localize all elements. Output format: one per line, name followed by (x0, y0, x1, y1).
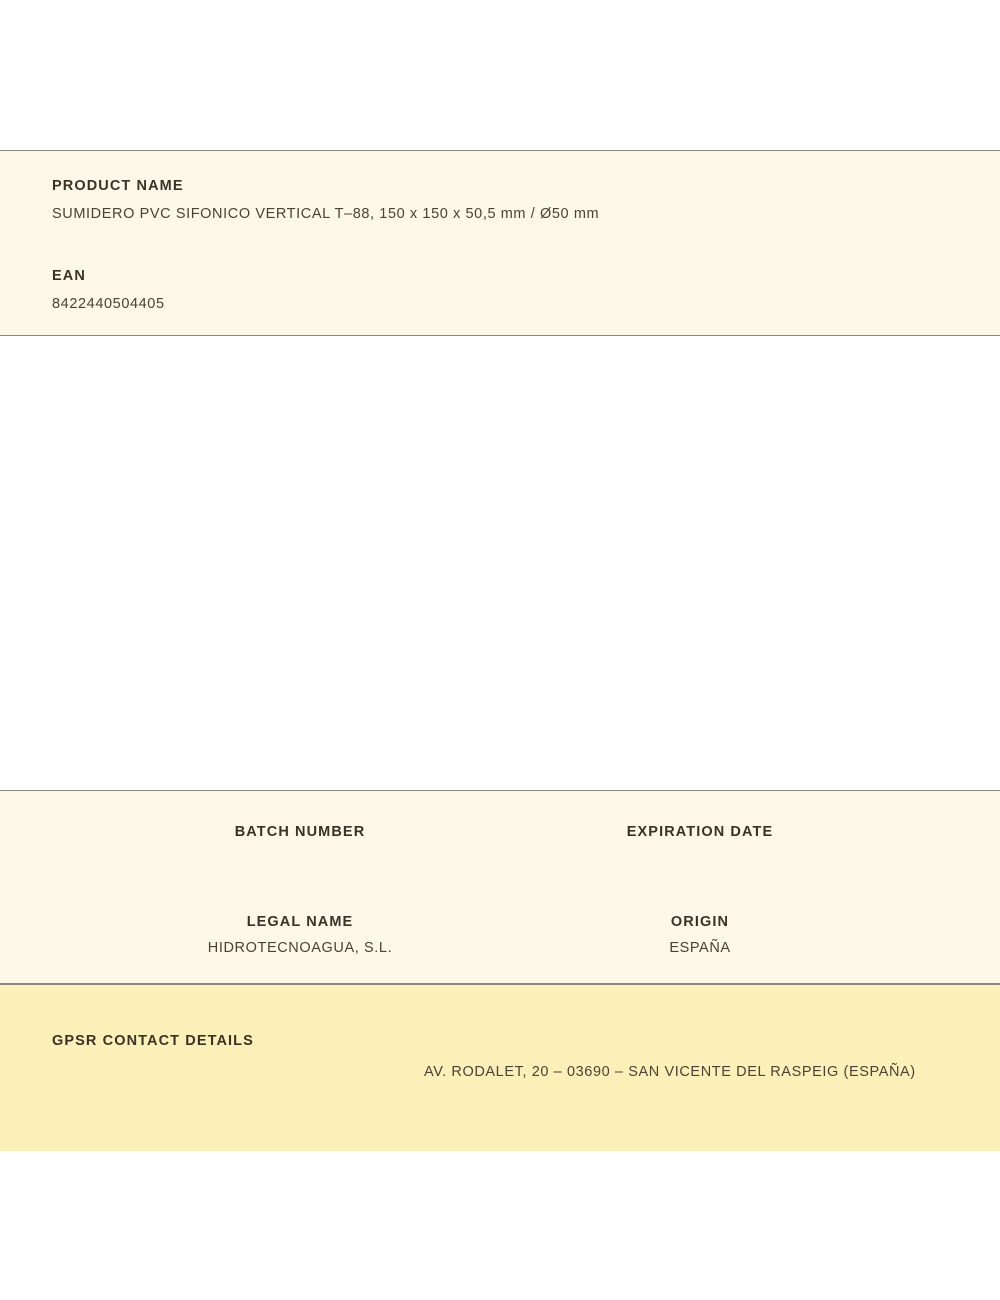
origin-label: ORIGIN (670, 914, 730, 930)
gpsr-contact-block (0, 984, 1000, 1151)
origin-value: ESPAÑA (669, 940, 731, 956)
legal-name-cell (150, 913, 450, 956)
product-name-value: SUMIDERO PVC SIFONICO VERTICAL T–88, 150 x 150 x 50,5 mm / Ø50 mm (52, 206, 600, 222)
expiration-date-label: EXPIRATION DATE (626, 824, 774, 840)
gpsr-contact-label: GPSR CONTACT DETAILS (52, 1033, 254, 1049)
origin-cell (550, 913, 850, 956)
product-info-block (0, 150, 1000, 336)
product-image-area (0, 336, 1000, 790)
ean-value: 8422440504405 (52, 296, 165, 312)
batch-number-label: BATCH NUMBER (234, 824, 366, 840)
batch-info-block (0, 790, 1000, 984)
ean-label: EAN (52, 268, 86, 284)
batch-number-cell (150, 823, 450, 849)
page-footer-area (0, 1151, 1000, 1300)
expiration-date-cell (550, 823, 850, 849)
gpsr-contact-value: AV. RODALET, 20 – 03690 – SAN VICENTE DEL RASPEIG (ESPAÑA) (424, 1064, 916, 1080)
legal-name-label: LEGAL NAME (246, 914, 354, 930)
legal-name-value: HIDROTECNOAGUA, S.L. (207, 940, 393, 956)
product-name-label: PRODUCT NAME (52, 178, 184, 194)
